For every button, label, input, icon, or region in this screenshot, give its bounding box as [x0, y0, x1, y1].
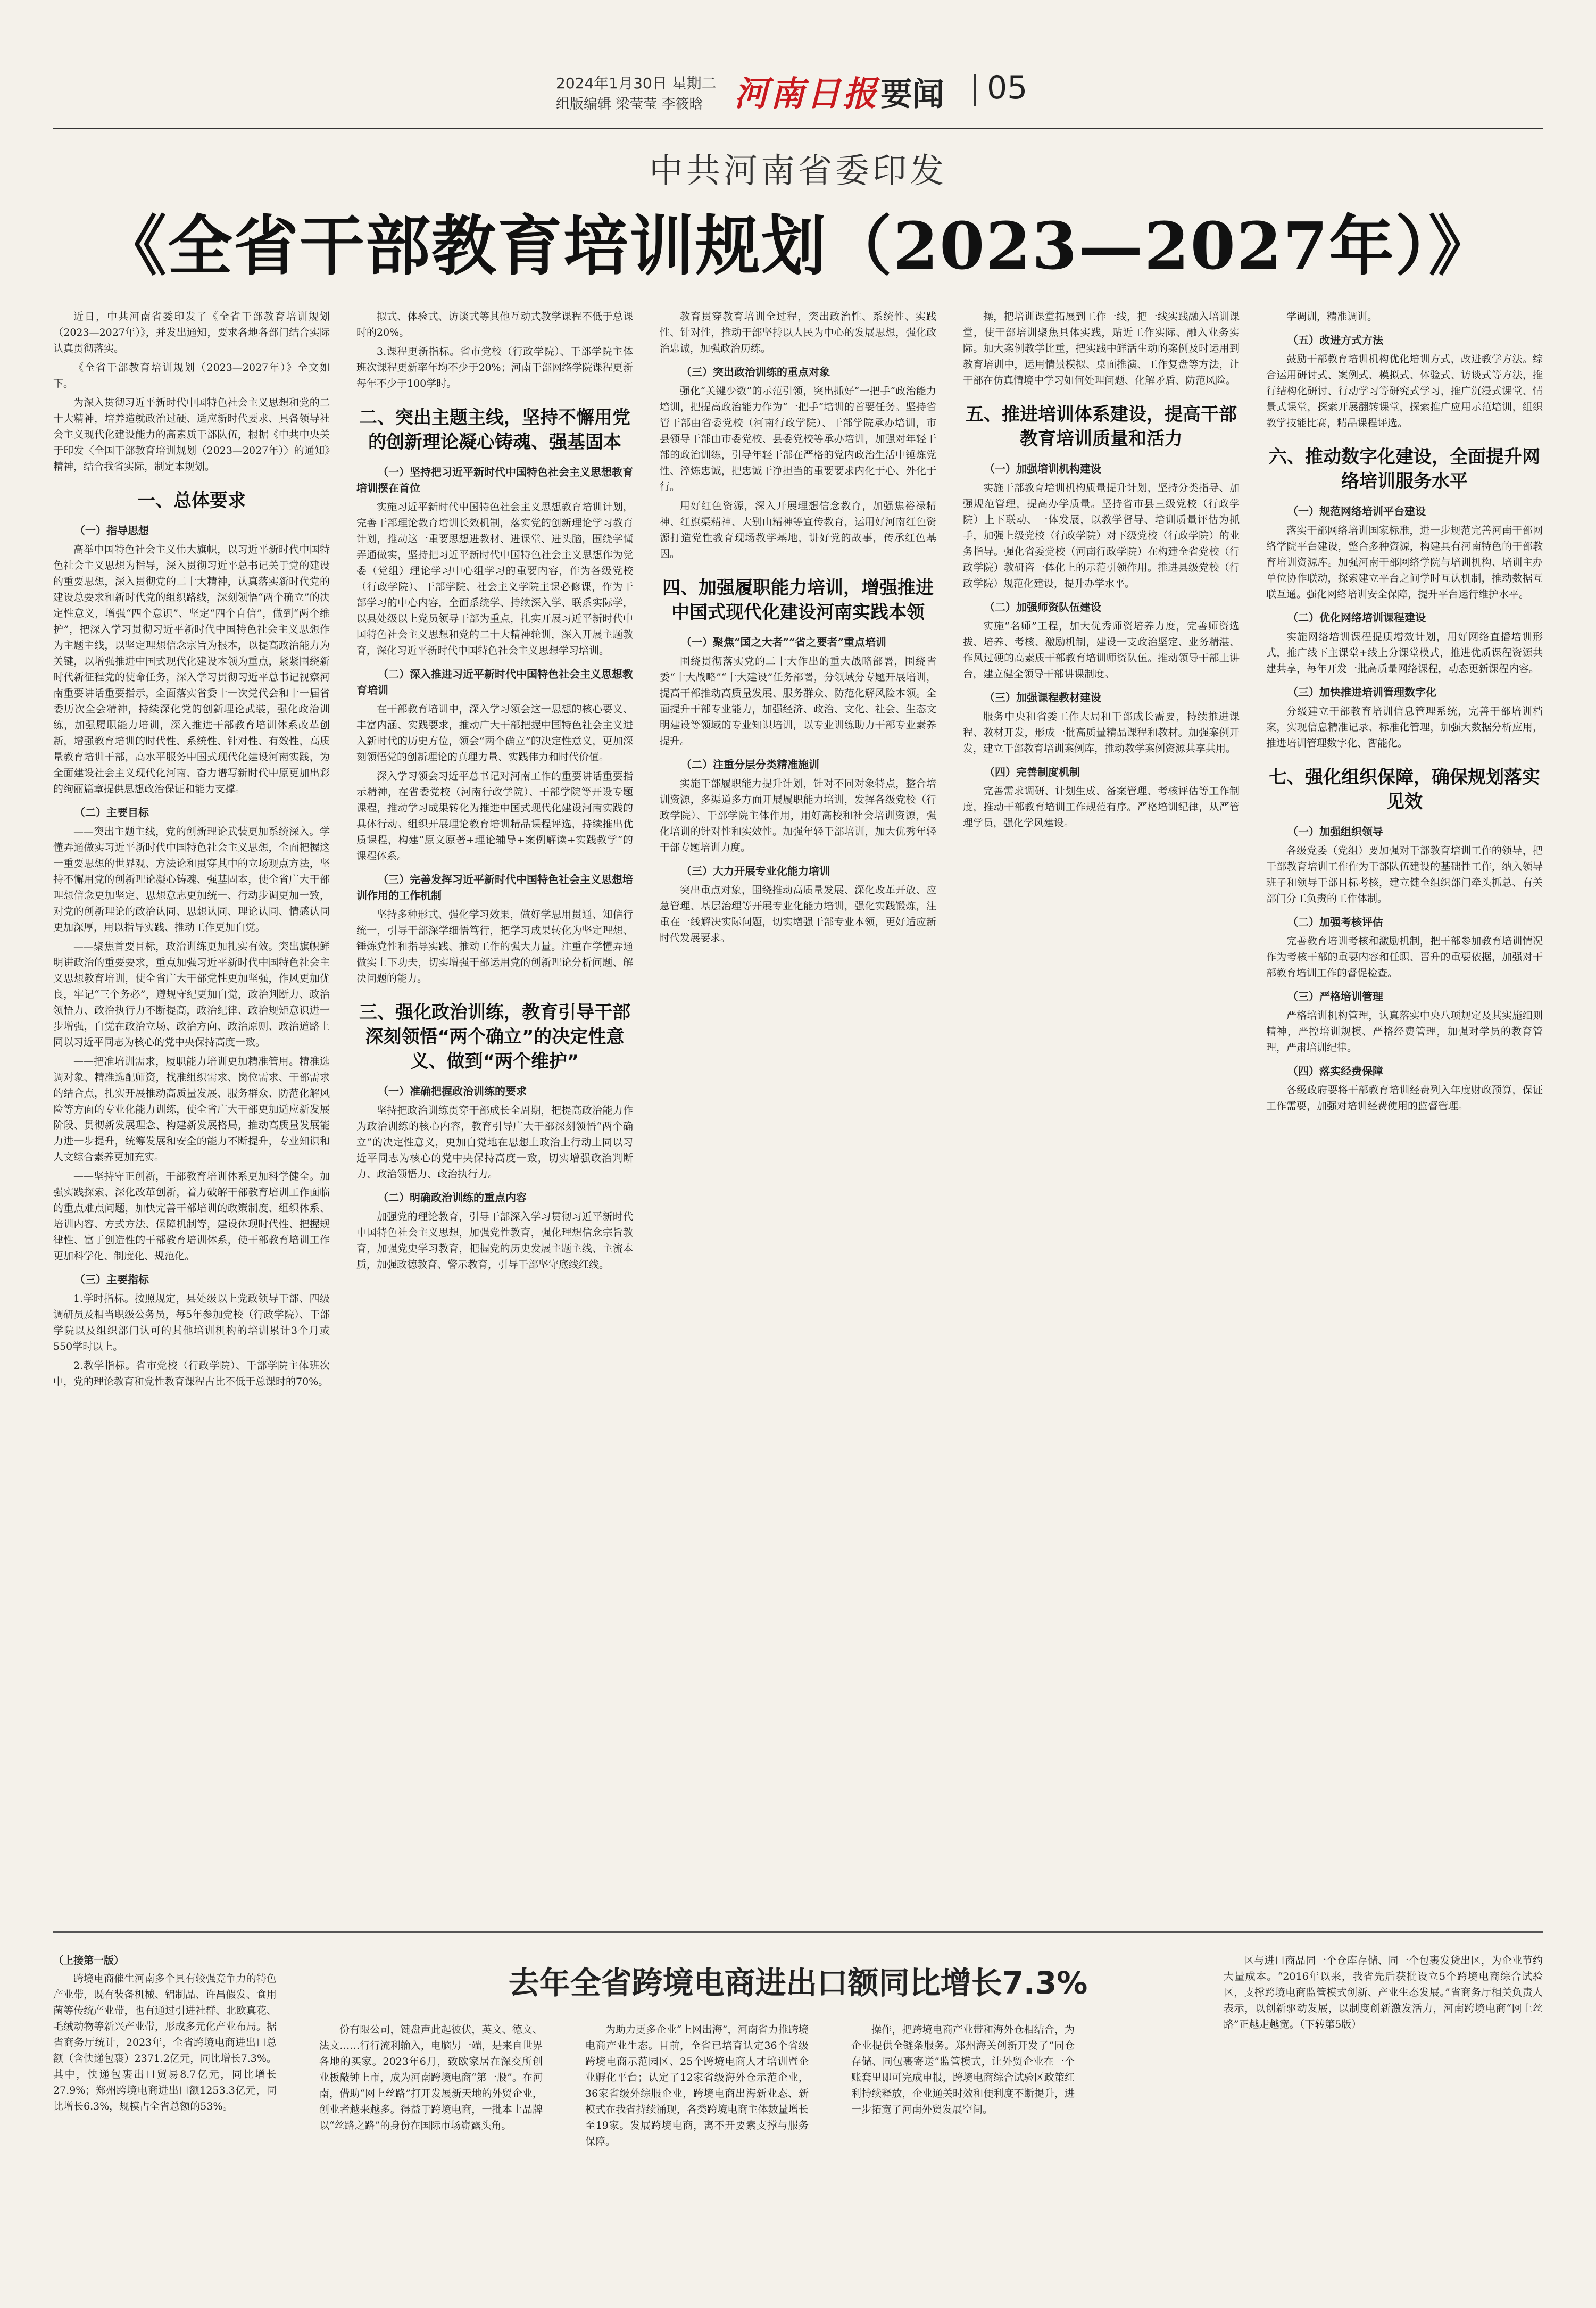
article-paragraph: 操，把培训课堂拓展到工作一线，把一线实践融入培训课堂，使干部培训聚焦具体实践，贴近工作实际、融入业务实际。加大案例教学比重，把实践中鲜活生动的案例及时运用到教育培训中，运用情景模拟、桌面推演、工作复盘等方法，让干部在仿真情境中学习如何处理问题、化解矛盾、防范风险。 — [963, 311, 1240, 386]
article-paragraph: ——突出主题主线，党的创新理论武装更加系统深入。学懂弄通做实习近平新时代中国特色社会主义思想，全面把握这一重要思想的世界观、方法论和贯穿其中的立场观点方法，坚持不懈用党的创新理论凝心铸魂、强基固本，使全省广大干部理想信念更加坚定、思想意志更加统一、行动步调更加一致，对党的创新理论的政治认同、思想认同、理论认同、情感认同更加深厚，用以指导实践、推动工作更加自觉。 — [53, 826, 330, 933]
article-paragraph: ——把准培训需求，履职能力培训更加精准管用。精准选调对象、精准选配师资，找准组织需求、岗位需求、干部需求的结合点，扎实开展推动高质量发展、服务群众、防范化解风险等方面的专业化能力训练，使全省广大干部更加适应新发展阶段、贯彻新发展理念、构建新发展格局，推动高质量发展能力进一步提升，统筹发展和安全的能力不断提升，专业知识和人文综合素养更加充实。 — [53, 1056, 330, 1163]
article-paragraph: 《全省干部教育培训规划（2023—2027年）》全文如下。 — [53, 362, 330, 389]
bottom-article — [53, 1942, 1543, 2282]
bottom-headline: 去年全省跨境电商进出口额同比增长7.3% — [508, 1965, 1088, 2001]
subsection-heading: （三）加强课程教材建设 — [984, 691, 1101, 704]
section-heading: 六、推动数字化建设，全面提升网络培训服务水平 — [1269, 446, 1540, 492]
subsection-heading: （三）突出政治训练的重点对象 — [681, 366, 830, 378]
article-paragraph: 完善教育培训考核和激励机制，把干部参加教育培训情况作为考核干部的重要内容和任职、晋升的重要依据，加强对干部教育培训工作的督促检查。 — [1266, 935, 1543, 979]
subsection-heading: （二）优化网络培训课程建设 — [1287, 611, 1426, 624]
subsection-heading: （四）完善制度机制 — [984, 766, 1080, 778]
section-heading: 五、推进培训体系建设，提高干部教育培训质量和活力 — [966, 404, 1237, 450]
subsection-heading: （二）加强考核评估 — [1287, 916, 1383, 928]
subsection-heading: （一）聚焦“国之大者”“省之要者”重点培训 — [681, 636, 887, 649]
article-kicker: 中共河南省委印发 — [649, 152, 947, 191]
subsection-heading: （二）明确政治训练的重点内容 — [378, 1191, 527, 1204]
article-paragraph: 突出重点对象，围绕推动高质量发展、深化改革开放、应急管理、基层治理等开展专业化能力培训，强化实践锻炼，注重在一线解决实际问题，切实增强干部专业本领，更好适应新时代发展要求。 — [660, 884, 936, 944]
bottom-paragraph: 跨境电商催生河南多个具有较强竞争力的特色产业带，既有装备机械、铝制品、许昌假发、食用菌等传统产业带，也有通过引进社群、北欧真花、毛绒动物等新兴产业带，形成多元化产业布局。据省商务厅统计，2023年，全省跨境电商进出口总额（含快递包裹）2371.2亿元，同比增长7.3%。其中，快递包裹出口贸易8.7亿元，同比增长27.9%；郑州跨境电商进出口额1253.3亿元，同比增长6.3%，规模占全省总额的53%。 — [53, 1973, 277, 2112]
article-paragraph: 坚持把政治训练贯穿干部成长全周期，把提高政治能力作为政治训练的核心内容，教育引导广大干部深刻领悟“两个确立”的决定性意义，更加自觉地在思想上政治上行动上同以习近平同志为核心的党中央保持高度一致，切实增强政治判断力、政治领悟力、政治执行力。 — [356, 1105, 633, 1180]
bottom-column — [851, 2022, 1075, 2272]
section-heading: 二、突出主题主线，坚持不懈用党的创新理论凝心铸魂、强基固本 — [359, 407, 630, 453]
subsection-heading: （一）准确把握政治训练的要求 — [378, 1085, 527, 1098]
article-column — [1266, 309, 1543, 1905]
article-paragraph: ——坚持守正创新，干部教育培训体系更加科学健全。加强实践探索、深化改革创新，着力破解干部教育培训工作面临的重点难点问题，加快完善干部培训的政策制度、组织体系、培训内容、方式方法、保障机制等，建设体现时代性、把握规律性、富于创造性的干部教育培训体系，使干部教育培训工作更加科学化、制度化、规范化。 — [53, 1170, 330, 1262]
article-paragraph: 2.教学指标。省市党校（行政学院）、干部学院主体班次中，党的理论教育和党性教育课程占比不低于总课时的70%。 — [53, 1360, 330, 1388]
section-heading: 四、加强履职能力培训，增强推进中国式现代化建设河南实践本领 — [662, 577, 934, 623]
subsection-heading: （一）坚持把习近平新时代中国特色社会主义思想教育培训摆在首位 — [356, 466, 633, 494]
section-heading: 七、强化组织保障，确保规划落实见效 — [1269, 767, 1540, 812]
article-paragraph: 用好红色资源，深入开展理想信念教育，加强焦裕禄精神、红旗渠精神、大别山精神等宣传教育，运用好河南红色资源打造党性教育现场教学基地，讲好党的故事，传承红色基因。 — [660, 500, 936, 560]
article-paragraph: 3.课程更新指标。省市党校（行政学院）、干部学院主体班次课程更新率年均不少于20%；河南干部网络学院课程更新每年不少于100学时。 — [356, 346, 633, 389]
article-paragraph: 各级党委（党组）要加强对干部教育培训工作的领导，把干部教育培训工作作为干部队伍建设的基础性工作，纳入领导班子和领导干部目标考核，建立健全组织部门牵头抓总、有关部门分工负责的工作体制。 — [1266, 845, 1543, 904]
article-paragraph: 落实干部网络培训国家标准，进一步规范完善河南干部网络学院平台建设，整合多种资源，构建具有河南特色的干部教育培训资源库。加强河南干部网络学院与培训机构、培训主办单位协作联动，探索建立平台之间学时互认机制，推动数据互联互通。强化网络培训安全保障，提升平台运行维护水平。 — [1266, 525, 1543, 600]
article-paragraph: 高举中国特色社会主义伟大旗帜，以习近平新时代中国特色社会主义思想为指导，深入贯彻习近平总书记关于党的建设的重要思想，深入贯彻党的二十大精神，认真落实新时代党的建设总要求和新时代党的组织路线，深刻领悟“两个确立”的决定性意义，增强“四个意识”、坚定“四个自信”，做到“两个维护”，把深入学习贯彻习近平新时代中国特色社会主义思想作为主题主线，以坚定理想信念宗旨为根本，以提高政治能力为关键，以增强推进中国式现代化建设本领为重点，紧紧围绕新时代新征程党的使命任务，深入学习贯彻习近平总书记视察河南重要讲话重要指示，全面落实省委十一次党代会和十一届省委历次全会精神，持续深化党的创新理论武装，强化政治训练，加强履职能力培训，深入推进干部教育培训体系改革创新，增强教育培训的时代性、系统性、针对性、有效性，高质量教育培训干部，高水平服务中国式现代化建设河南实践，为全面建设社会主义现代化河南、奋力谱写新时代中原更加出彩的绚丽篇章提供思想政治保证和能力支撑。 — [53, 544, 330, 795]
subsection-heading: （四）落实经费保障 — [1287, 1065, 1383, 1077]
subsection-heading: （二）深入推进习近平新时代中国特色社会主义思想教育培训 — [356, 668, 633, 696]
article-paragraph: 实施习近平新时代中国特色社会主义思想教育培训计划，完善干部理论教育培训长效机制，落实党的创新理论学习教育计划，推动这一重要思想进教材、进课堂、进头脑，围绕学懂弄通做实，坚持把习近平新时代中国特色社会主义思想作为党委（党组）理论学习中心组学习的重要内容，作为各级党校（行政学院）、干部学院、社会主义学院主课必修课，作为干部学习的中心内容，全面系统学、持续深入学、联系实际学，以县处级以上党员领导干部为重点，扎实开展习近平新时代中国特色社会主义思想和党的二十大精神轮训，深入开展主题教育，深化习近平新时代中国特色社会主义思想学习培训。 — [356, 501, 633, 657]
header-rule — [53, 128, 1543, 129]
continuation-note: （上接第一版） — [53, 1955, 124, 1966]
article-paragraph: 拟式、体验式、访谈式等其他互动式教学课程不低于总课时的20%。 — [356, 311, 633, 338]
subsection-heading: （一）指导思想 — [74, 524, 149, 537]
article-paragraph: 各级政府要将干部教育培训经费列入年度财政预算，保证工作需要，加强对培训经费使用的监督管理。 — [1266, 1084, 1543, 1112]
bottom-column — [1224, 1953, 1543, 2272]
article-paragraph: 加强党的理论教育，引导干部深入学习贯彻习近平新时代中国特色社会主义思想，加强党性教育，强化理想信念宗旨教育，加强党史学习教育，把握党的历史发展主题主线、主流本质，加强政德教育、警示教育，引导干部坚守底线红线。 — [356, 1211, 633, 1271]
subsection-heading: （三）主要指标 — [74, 1273, 149, 1286]
subsection-heading: （三）严格培训管理 — [1287, 990, 1383, 1003]
article-paragraph: 服务中央和省委工作大局和干部成长需要，持续推进课程、教材开发，形成一批高质量精品课程和教材。加强案例开发，建立干部教育培训案例库，推动教学案例资源共享共用。 — [963, 711, 1240, 754]
article-paragraph: 深入学习领会习近平总书记对河南工作的重要讲话重要指示精神，在省委党校（河南行政学院）、干部学院等开设专题课程，推动学习成果转化为推进中国式现代化建设河南实践的具体行动。组织开展理论教育培训精品课程评选，持续推出优质课程，构建“原文原著+理论辅导+案例解读+实践教学”的课程体系。 — [356, 770, 633, 862]
subsection-heading: （二）主要目标 — [74, 806, 149, 819]
article-paragraph: 严格培训机构管理，认真落实中央八项规定及其实施细则精神，严控培训规模、严格经费管理，加强对学员的教育管理，严肃培训纪律。 — [1266, 1010, 1543, 1053]
subsection-heading: （一）规范网络培训平台建设 — [1287, 505, 1426, 518]
article-paragraph: 强化“关键少数”的示范引领，突出抓好“一把手”政治能力培训，把提高政治能力作为“一把手”培训的首要任务。坚持省管干部由省委党校（河南行政学院）、干部学院承办培训，市县领导干部由市委党校、县委党校等承办培训，加强对年轻干部的政治训练，引导年轻干部在严格的党内政治生活中锤炼党性、淬炼忠诚，把忠诚干净担当的重要要求内化于心、外化于行。 — [660, 385, 936, 493]
subsection-heading: （一）加强组织领导 — [1287, 825, 1383, 838]
page-header — [0, 0, 1596, 112]
section-heading: 三、强化政治训练，教育引导干部深刻领悟“两个确立”的决定性意义、做到“两个维护” — [359, 1002, 630, 1072]
bottom-paragraph: 为助力更多企业“上网出海”，河南省力推跨境电商产业生态。目前，全省已培育认定36个省级跨境电商示范园区、25个跨境电商人才培训暨企业孵化平台；认定了12家省级海外仓示范企业，36家省级外综服企业，跨境电商出海新业态、新模式在我省持续涌现，各类跨境电商主体数量增长至19家。发展跨境电商，离不开要素支撑与服务保障。 — [585, 2024, 809, 2147]
subsection-heading: （三）加快推进培训管理数字化 — [1287, 686, 1436, 699]
article-paragraph: 在干部教育培训中，深入学习领会这一思想的核心要义、丰富内涵、实践要求，推动广大干部把握中国特色社会主义进入新时代的历史方位，领会“两个确立”的决定性意义，更加深刻领悟党的创新理论的真理力量、实践伟力和时代价值。 — [356, 703, 633, 763]
article-paragraph: 教育贯穿教育培训全过程，突出政治性、系统性、实践性、针对性，推动干部坚持以人民为中心的发展思想，强化政治忠诚，加强政治历练。 — [660, 311, 936, 354]
article-paragraph: 分级建立干部教育培训信息管理系统，完善干部培训档案，实现信息精准记录、标准化管理，加强大数据分析应用，推进培训管理数字化、智能化。 — [1266, 705, 1543, 749]
article-column — [660, 309, 936, 1905]
article-headline: 《全省干部教育培训规划（2023—2027年）》 — [101, 207, 1495, 284]
article-column — [963, 309, 1240, 1905]
issue-date: 2024年1月30日 星期二 — [556, 74, 717, 92]
bottom-column — [53, 1953, 277, 2272]
bottom-paragraph: 份有限公司，键盘声此起彼伏，英文、德文、法文……行行流利输入，电脑另一端，是来自世界各地的买家。2023年6月，致欧家居在深交所创业板敲钟上市，成为河南跨境电商“第一股”。在河南，借助“网上丝路”打开发展新天地的外贸企业，创业者越来越多。得益于跨境电商，一批本土品牌以“丝路之路”的身份在国际市场崭露头角。 — [319, 2024, 543, 2131]
bottom-column — [319, 2022, 543, 2272]
subsection-heading: （一）加强培训机构建设 — [984, 462, 1101, 475]
article-paragraph: 完善需求调研、计划生成、备案管理、考核评估等工作制度，推动干部教育培训工作规范有序。严格培训纪律，从严管理学员，强化学风建设。 — [963, 785, 1240, 829]
article-paragraph: 为深入贯彻习近平新时代中国特色社会主义思想和党的二十大精神，培养造就政治过硬、适应新时代要求、具备领导社会主义现代化建设能力的高素质干部队伍，根据《中共中央关于印发〈全国干部教育培训规划（2023—2027年）〉的通知》精神，结合我省实际，制定本规划。 — [53, 397, 330, 472]
subsection-heading: （三）完善发挥习近平新时代中国特色社会主义思想培训作用的工作机制 — [356, 873, 633, 902]
newspaper-logo: 河南日报 — [734, 74, 879, 114]
header-divider — [974, 74, 976, 106]
article-paragraph: 围绕贯彻落实党的二十大作出的重大战略部署，围绕省委“十大战略”“十大建设”任务部署，分领域分专题开展培训，提高干部推动高质量发展、服务群众、防范化解风险本领。全面提升干部专业能力，加强经济、政治、文化、社会、生态文明建设等领域的专业知识培训，以专业训练助力干部专业素养提升。 — [660, 655, 936, 747]
article-column — [356, 309, 633, 1905]
page-number: 05 — [987, 69, 1028, 106]
article-paragraph: 实施网络培训课程提质增效计划，用好网络直播培训形式，推广线下主课堂+线上分课堂模式，推进优质课程资源共建共享，每年开发一批高质量网络课程，动态更新课程内容。 — [1266, 631, 1543, 675]
article-paragraph: 坚持多种形式、强化学习效果，做好学思用贯通、知信行统一，引导干部深学细悟笃行，把学习成果转化为坚定理想、锤炼党性和指导实践、推动工作的强大力量。注重在学懂弄通做实上下功夫，切实增强干部运用党的创新理论分析问题、解决问题的能力。 — [356, 909, 633, 984]
article-paragraph: 1.学时指标。按照规定，县处级以上党政领导干部、四级调研员及相当职级公务员，每5年参加党校（行政学院）、干部学院以及组织部门认可的其他培训机构的培训累计3个月或550学时以上。 — [53, 1293, 330, 1352]
article-paragraph: 学调训，精准调训。 — [1286, 311, 1378, 322]
article-paragraph: 实施“名师”工程，加大优秀师资培养力度，完善师资选拔、培养、考核、激励机制，建设一支政治坚定、业务精湛、作风过硬的高素质干部教育培训师资队伍。推动领导干部上讲台，建立健全领导干部讲课制度。 — [963, 620, 1240, 680]
section-name: 要闻 — [880, 76, 944, 113]
section-heading: 一、总体要求 — [137, 490, 246, 511]
bottom-paragraph: 区与进口商品同一个仓库存储、同一个包裹发货出区，为企业节约大量成本。“2016年以来，我省先后获批设立5个跨境电商综合试验区，支撑跨境电商监管模式创新、产业生态发展。”省商务厅相关负责人表示，以创新驱动发展，以制度创新激发活力，河南跨境电商“网上丝路”正越走越宽。（下转第5版） — [1224, 1955, 1543, 2030]
article-column — [53, 309, 330, 1905]
main-article — [53, 309, 1543, 1905]
section-separator — [53, 1931, 1543, 1933]
article-paragraph: 实施干部教育培训机构质量提升计划，坚持分类指导、加强规范管理，提高办学质量。坚持省市县三级党校（行政学院）上下联动、一体发展，以教学督导、培训质量评估为抓手，加强上级党校（行政学院）对下级党校（行政学院）的业务指导。强化省委党校（河南行政学院）在构建全省党校（行政学院）教研咨一体化上的示范引领作用。推进县级党校（行政学院）规范化建设，提升办学水平。 — [963, 482, 1240, 590]
article-paragraph: 实施干部履职能力提升计划，针对不同对象特点，整合培训资源，多渠道多方面开展履职能力培训，发挥各级党校（行政学院）、干部学院主体作用，用好高校和社会培训资源，强化培训的针对性和实效性。加强年轻干部培训，加大优秀年轻干部专题培训力度。 — [660, 778, 936, 853]
article-paragraph: 近日，中共河南省委印发了《全省干部教育培训规划（2023—2027年）》，并发出通知，要求各地各部门结合实际认真贯彻落实。 — [53, 311, 330, 354]
subsection-heading: （五）改进方式方法 — [1287, 334, 1383, 346]
subsection-heading: （二）加强师资队伍建设 — [984, 601, 1101, 613]
subsection-heading: （二）注重分层分类精准施训 — [681, 758, 819, 771]
bottom-column — [585, 2022, 809, 2272]
article-paragraph: 鼓励干部教育培训机构优化培训方式，改进教学方法。综合运用研讨式、案例式、模拟式、体验式、访谈式等方法，推行结构化研讨、行动学习等研究式学习，推广沉浸式课堂、情景式课堂，探索开展翻转课堂，探索推广应用示范培训，组织教学技能比赛，精品课程评选。 — [1266, 353, 1543, 429]
bottom-paragraph: 操作，把跨境电商产业带和海外仓相结合，为企业提供全链条服务。郑州海关创新开发了“同仓存储、同包裹寄送”监管模式，让外贸企业在一个账套里即可完成申报，跨境电商综合试验区政策红利持续释放，企业通关时效和便利度不断提升，进一步拓宽了河南外贸发展空间。 — [851, 2024, 1075, 2115]
article-paragraph: ——聚焦首要目标，政治训练更加扎实有效。突出旗帜鲜明讲政治的重要要求，重点加强习近平新时代中国特色社会主义思想教育培训，使全省广大干部党性更加坚强，作风更加优良，牢记“三个务必”，遵规守纪更加自觉，政治判断力、政治领悟力、政治执行力不断提高，政治纪律、政治规矩意识进一步增强，自觉在政治立场、政治方向、政治原则、政治道路上同以习近平同志为核心的党中央保持高度一致。 — [53, 941, 330, 1048]
subsection-heading: （三）大力开展专业化能力培训 — [681, 865, 830, 877]
editors-line: 组版编辑 梁莹莹 李筱晗 — [556, 96, 703, 112]
